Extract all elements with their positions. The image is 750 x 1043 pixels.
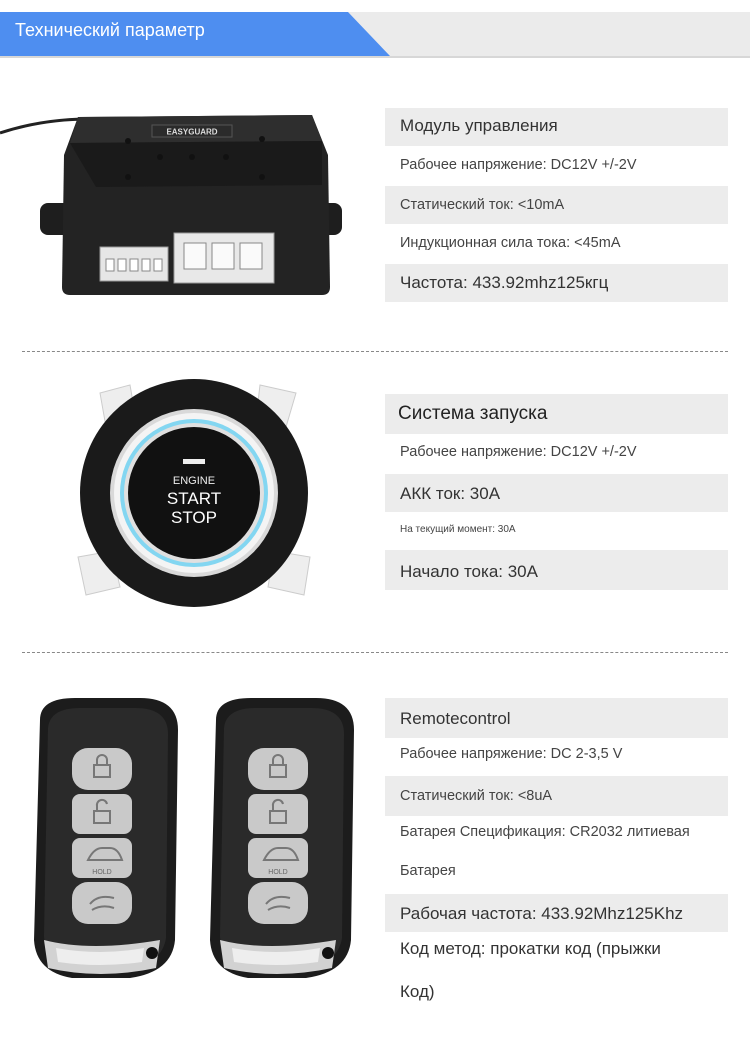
control-module-image <box>0 95 360 310</box>
remote-left-hold-label: HOLD <box>92 869 112 876</box>
module-voltage-row <box>385 148 728 182</box>
start-current: Начало тока: 30А <box>400 562 538 581</box>
module-frequency: Частота: 433.92mhz125кгц <box>400 273 609 292</box>
remote-code-method-row <box>385 934 728 964</box>
start-current-row <box>385 550 728 590</box>
header-underline <box>0 56 750 58</box>
button-start-label: START <box>166 489 222 508</box>
module-induction: Индукционная сила тока: <45mA <box>400 235 621 251</box>
start-voltage-row <box>385 436 728 470</box>
remote-battery-row <box>385 856 728 886</box>
remote-voltage-row <box>385 738 728 770</box>
remote-title: Remotecontrol <box>400 709 511 728</box>
start-current-moment: На текущий момент: 30А <box>400 524 516 535</box>
module-voltage: Рабочее напряжение: DC12V +/-2V <box>400 157 637 173</box>
module-static-current-row <box>385 186 728 224</box>
remote-battery: Батарея <box>400 863 456 879</box>
remote-code-end: Код) <box>400 982 435 1001</box>
section-divider <box>22 652 728 653</box>
remote-code-end-row <box>385 976 728 1006</box>
remote-code-method: Код метод: прокатки код (прыжки <box>400 939 661 958</box>
remote-frequency: Рабочая частота: 433.92Mhz125Khz <box>400 904 684 923</box>
module-static-current: Статический ток: <10mA <box>400 197 565 213</box>
start-voltage: Рабочее напряжение: DC12V +/-2V <box>400 444 637 460</box>
remote-voltage: Рабочее напряжение: DC 2-3,5 V <box>400 746 623 762</box>
remote-battery-spec-row <box>385 818 728 846</box>
module-frequency-row <box>385 264 728 302</box>
module-brand-label: EASYGUARD <box>166 127 218 137</box>
remote-fob-right <box>196 690 366 1000</box>
button-engine-label: ENGINE <box>172 475 216 487</box>
start-acc: АКК ток: 30А <box>400 484 501 503</box>
start-acc-row <box>385 474 728 512</box>
remote-battery-spec: Батарея Спецификация: CR2032 литиевая <box>400 824 690 840</box>
start-current-moment-row <box>385 516 728 544</box>
remote-frequency-row <box>385 894 728 932</box>
start-title: Система запуска <box>398 403 548 424</box>
module-title-row <box>385 108 728 146</box>
remote-title-row <box>385 698 728 738</box>
module-title: Модуль управления <box>400 116 558 135</box>
header-banner <box>0 0 750 58</box>
button-stop-label: STOP <box>171 508 217 527</box>
module-induction-row <box>385 226 728 262</box>
page-title: Технический параметр <box>15 20 205 40</box>
remote-fob-left <box>20 690 190 1000</box>
remote-right-hold-label: HOLD <box>268 869 288 876</box>
remote-static-current-row <box>385 776 728 816</box>
start-button-image <box>60 375 330 610</box>
section-divider <box>22 351 728 352</box>
start-title-row <box>385 394 728 434</box>
remote-static-current: Статический ток: <8uA <box>400 788 553 804</box>
